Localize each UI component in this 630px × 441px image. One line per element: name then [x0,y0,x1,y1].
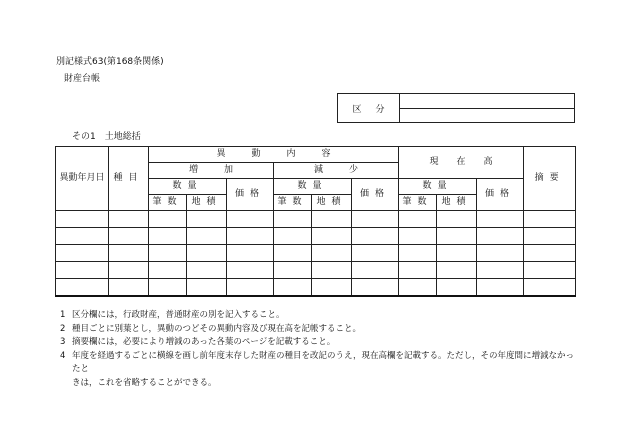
ledger-cell [274,279,312,296]
form-number: 別記様式63(第168条関係) [56,57,164,67]
ledger-cell [109,262,149,279]
header-change-date: 異動年月日 [56,147,109,211]
note-text: 区分欄には，行政財産，普通財産の別を記入すること。 [72,310,285,320]
ledger-row [56,279,576,296]
ledger-cell [437,279,477,296]
ledger-cell [56,279,109,296]
note-text: 摘要欄には，必要により増減のあった各葉のページを記載すること。 [72,337,336,347]
header-current-price: 価格 [477,179,524,211]
ledger-cell [149,279,187,296]
ledger-cell [149,228,187,245]
ledger-cell [149,262,187,279]
ledger-cell [274,228,312,245]
ledger-cell [56,245,109,262]
header-increase-area: 地積 [187,195,227,211]
ledger-cell [109,211,149,228]
section-title: その1 土地総括 [72,132,141,142]
ledger-cell [399,228,437,245]
ledger-cell [352,228,399,245]
ledger-cell [399,262,437,279]
ledger-cell [109,245,149,262]
ledger-cell [352,262,399,279]
ledger-cell [187,228,227,245]
ledger-cell [477,228,524,245]
header-increase-lots: 筆数 [149,195,187,211]
note-item [60,336,580,350]
ledger-cell [399,279,437,296]
header-decrease-price: 価格 [352,179,399,211]
ledger-row [56,211,576,228]
header-increase-quantity: 数量 [149,179,227,195]
ledger-cell [437,262,477,279]
ledger-cell [227,279,274,296]
ledger-cell [227,211,274,228]
header-current-area: 地積 [437,195,477,211]
ledger-cell [524,262,576,279]
ledger-cell [56,211,109,228]
note-item [60,350,580,377]
note-number: 1 [60,310,66,320]
ledger-cell [312,279,352,296]
ledger-cell [399,245,437,262]
header-item-type: 種目 [109,147,149,211]
note-number: 2 [60,323,66,334]
ledger-cell [274,245,312,262]
ledger-cell [149,245,187,262]
ledger-cell [352,245,399,262]
notes [60,309,580,390]
ledger-cell [352,279,399,296]
header-increase: 増加 [149,163,274,179]
ledger-cell [437,228,477,245]
ledger-cell [274,211,312,228]
ledger-cell [477,279,524,296]
note-text: 種目ごとに別葉とし，異動のつどその異動内容及び現在高を記帳すること。 [72,323,362,334]
ledger-cell [312,228,352,245]
ledger-cell [477,262,524,279]
ledger-row [56,262,576,279]
ledger-cell [524,211,576,228]
ledger-cell [56,228,109,245]
ledger-cell [477,211,524,228]
header-current-holdings: 現在高 [399,147,524,179]
ledger-cell [399,211,437,228]
ledger-cell [227,228,274,245]
ledger-cell [187,245,227,262]
ledger-cell [227,245,274,262]
note-item [60,309,580,323]
ledger-row [56,228,576,245]
note-number: 4 [60,350,66,361]
ledger-cell [187,211,227,228]
note-continuation: きは，これを省略することができる。 [72,377,217,388]
ledger-cell [187,279,227,296]
header-current-quantity: 数量 [399,179,477,195]
note-number: 3 [60,337,66,347]
ledger-cell [524,245,576,262]
header-decrease: 減少 [274,163,399,179]
ledger-cell [56,262,109,279]
ledger-cell [187,262,227,279]
header-decrease-quantity: 数量 [274,179,352,195]
ledger-cell [477,245,524,262]
ledger-cell [312,211,352,228]
category-label: 区分 [338,94,400,122]
land-ledger-table [55,146,576,297]
category-box [337,93,575,123]
header-decrease-lots: 筆数 [274,195,312,211]
category-field-divider [400,108,574,109]
header-decrease-area: 地積 [312,195,352,211]
ledger-cell [227,262,274,279]
ledger-cell [274,262,312,279]
ledger-cell [109,228,149,245]
header-change-content: 異動内容 [149,147,399,163]
ledger-cell [437,211,477,228]
ledger-cell [524,228,576,245]
note-text: 年度を経過するごとに横線を画し前年度末存した財産の種目を改記のうえ，現在高欄を記載する。ただし，その年度間に増減なかったと [72,350,575,374]
ledger-row [56,245,576,262]
ledger-cell [312,245,352,262]
header-current-lots: 筆数 [399,195,437,211]
ledger-cell [149,211,187,228]
header-increase-price: 価格 [227,179,274,211]
ledger-cell [312,262,352,279]
ledger-cell [437,245,477,262]
ledger-title: 財産台帳 [64,74,101,84]
header-remarks: 摘要 [524,147,576,211]
ledger-cell [109,279,149,296]
ledger-cell [524,279,576,296]
ledger-body [56,211,576,296]
ledger-cell [352,211,399,228]
note-item [60,323,580,337]
